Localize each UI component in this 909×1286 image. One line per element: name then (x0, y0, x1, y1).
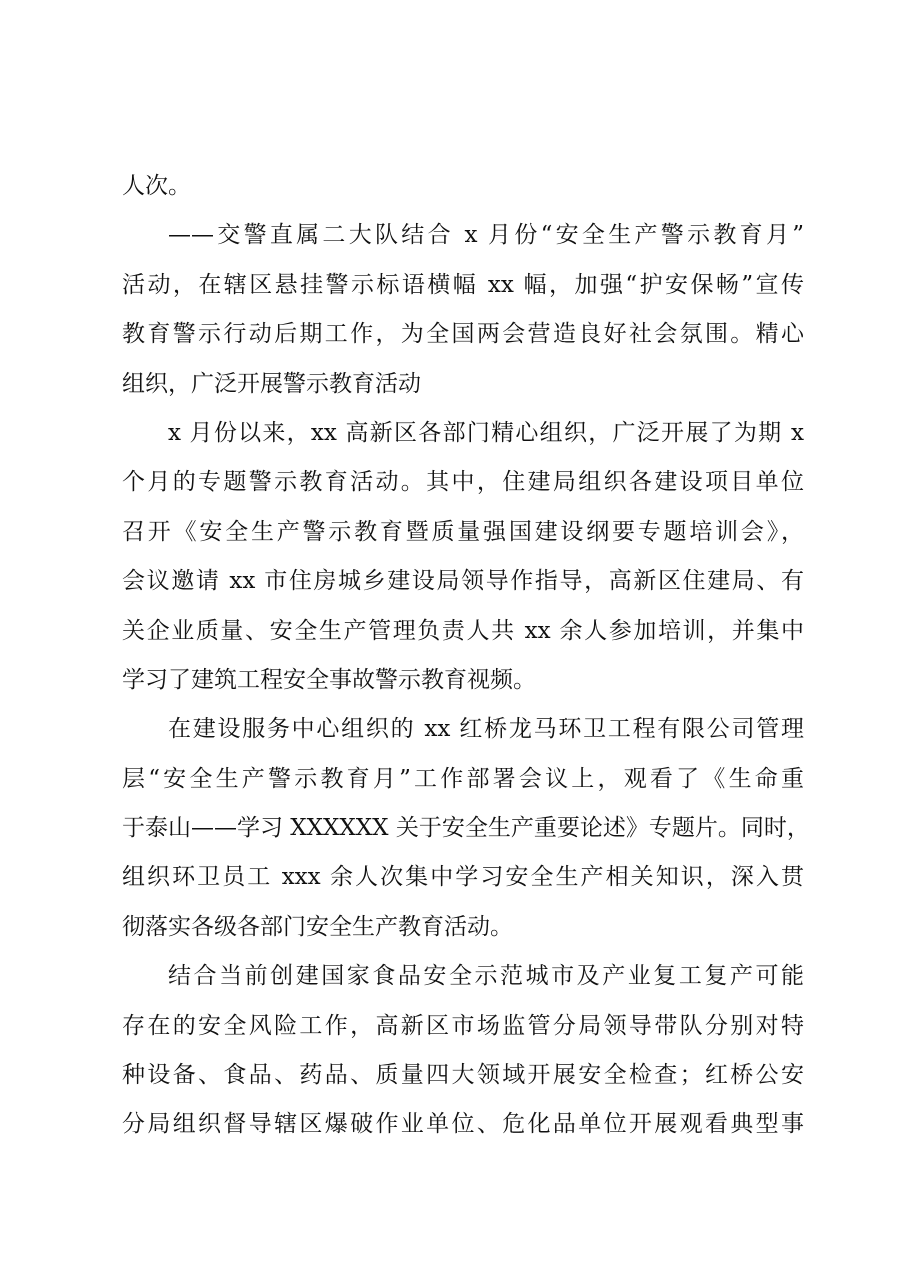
text-line: 关企业质量、安全生产管理负责人共 xx 余人参加培训，并集中 (122, 617, 804, 644)
text-line: 层“安全生产警示教育月”工作部署会议上，观看了《生命重 (122, 765, 804, 792)
text-line: 活动，在辖区悬挂警示标语横幅 xx 幅，加强“护安保畅”宣传 (122, 271, 804, 298)
text-line: 个月的专题警示教育活动。其中，住建局组织各建设项目单位 (122, 469, 804, 496)
text-line: 存在的安全风险工作，高新区市场监管分局领导带队分别对特 (122, 1012, 804, 1039)
text-line: 组织，广泛开展警示教育活动 (122, 370, 421, 397)
text-line: 教育警示行动后期工作，为全国两会营造良好社会氛围。精心 (122, 321, 804, 348)
text-line: 于泰山——学习 XXXXXX 关于安全生产重要论述》专题片。同时， (122, 815, 810, 842)
text-line: 种设备、食品、药品、质量四大领域开展安全检查；红桥公安 (122, 1062, 804, 1089)
text-line: x 月份以来，xx 高新区各部门精心组织，广泛开展了为期 x (168, 419, 804, 446)
text-line: 人次。 (122, 173, 191, 199)
text-line: 结合当前创建国家食品安全示范城市及产业复工复产可能 (168, 963, 804, 990)
text-line: 学习了建筑工程安全事故警示教育视频。 (122, 666, 536, 693)
text-line: 彻落实各级各部门安全生产教育活动。 (122, 913, 513, 940)
text-line: 会议邀请 xx 市住房城乡建设局领导作指导，高新区住建局、有 (122, 568, 804, 595)
text-line: ——交警直属二大队结合 x 月份“安全生产警示教育月” (168, 222, 804, 249)
document-body (122, 162, 810, 1150)
text-line: 在建设服务中心组织的 xx 红桥龙马环卫工程有限公司管理 (168, 716, 804, 743)
text-line: 分局组织督导辖区爆破作业单位、危化品单位开展观看典型事 (122, 1111, 804, 1138)
text-line: 组织环卫员工 xxx 余人次集中学习安全生产相关知识，深入贯 (122, 864, 804, 891)
text-line: 召开《安全生产警示教育暨质量强国建设纲要专题培训会》， (122, 518, 804, 545)
